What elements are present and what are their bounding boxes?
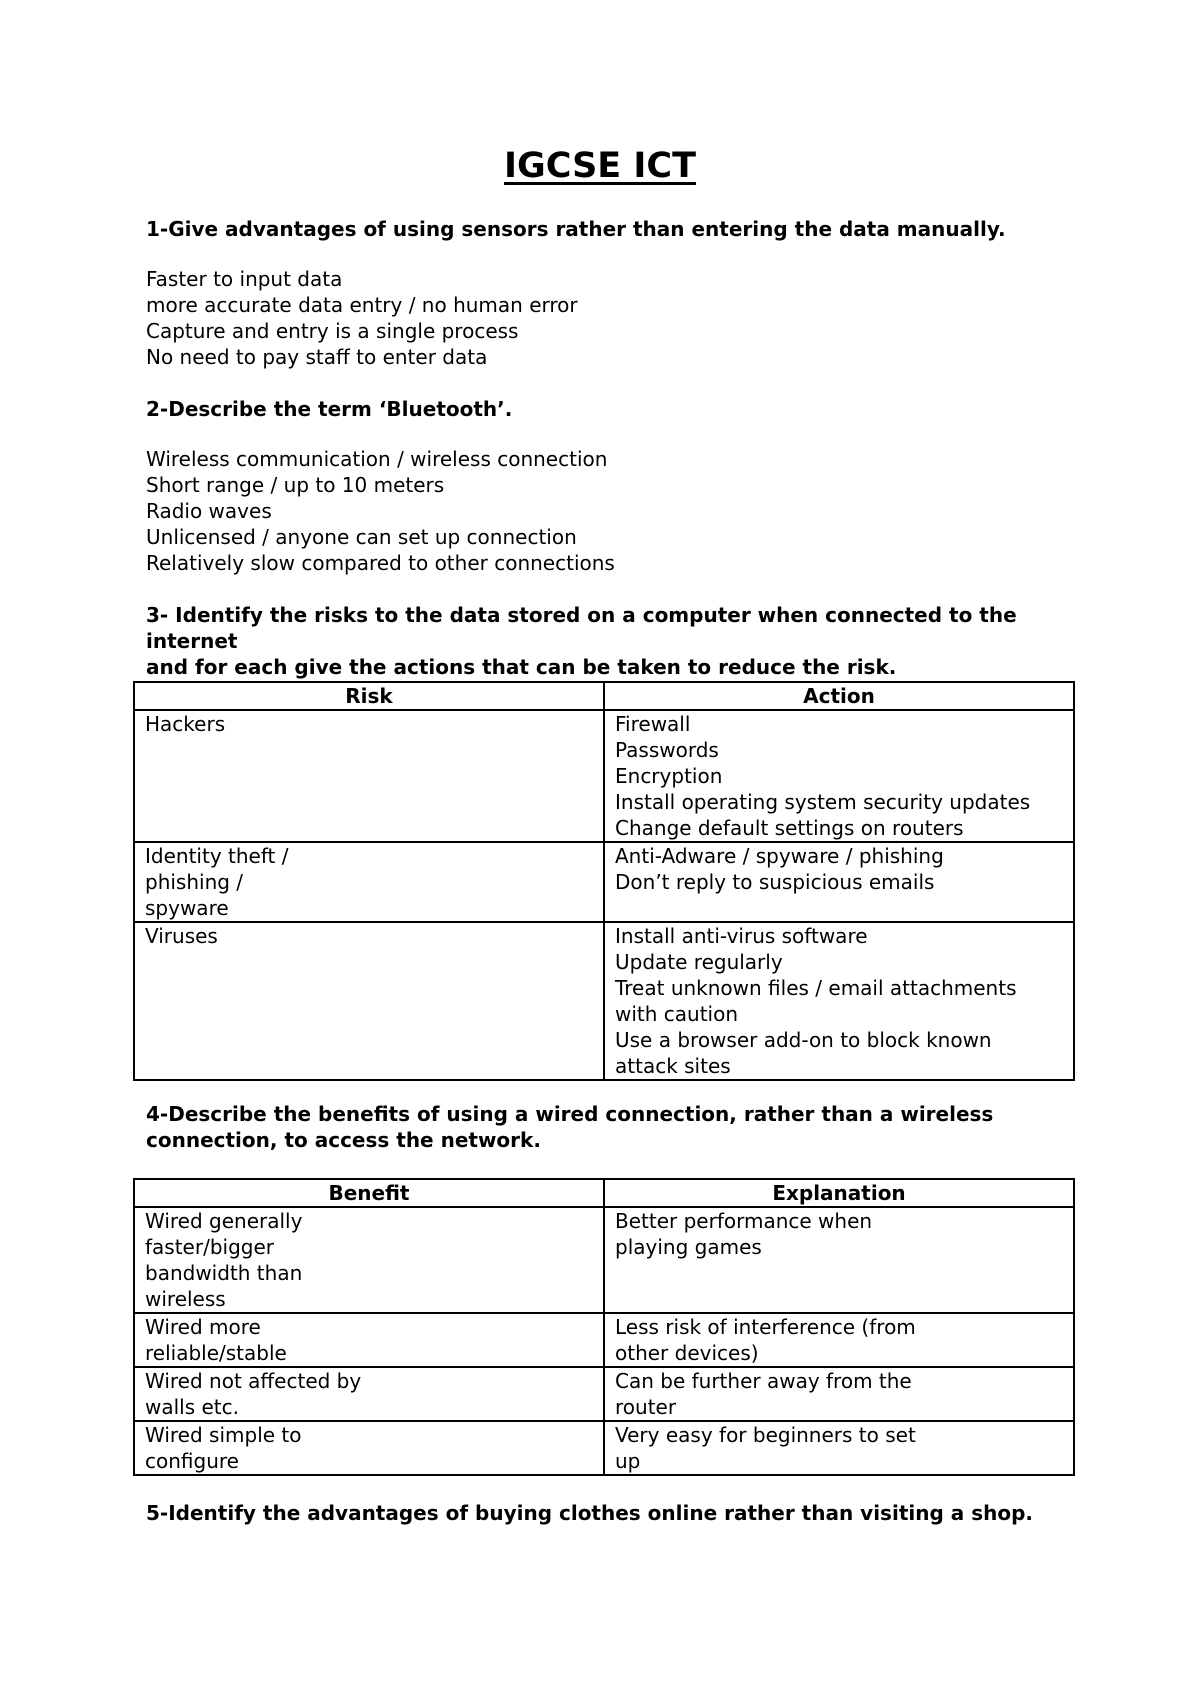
table-row (134, 922, 1074, 1080)
question-4-heading-line: 4-Describe the benefits of using a wired connection, rather than a wireless (146, 1102, 994, 1126)
page-title: IGCSE ICT (504, 146, 696, 186)
cell-line: Can be further away from the (615, 1369, 912, 1393)
question-2-heading: 2-Describe the term ‘Bluetooth’. (146, 397, 513, 421)
cell-line: router (615, 1395, 677, 1419)
cell-line: spyware (145, 896, 229, 920)
cell-line: playing games (615, 1235, 762, 1259)
table-row (134, 1421, 1074, 1475)
question-1-answers (146, 266, 1086, 370)
benefit-cell (134, 1421, 604, 1475)
table-row (134, 842, 1074, 922)
cell-line: reliable/stable (145, 1341, 287, 1365)
benefit-cell (134, 1207, 604, 1313)
answer-line: Radio waves (146, 499, 272, 523)
cell-line: Wired more (145, 1315, 261, 1339)
cell-line: Firewall (615, 712, 691, 736)
question-1-heading: 1-Give advantages of using sensors rather than entering the data manually. (146, 217, 1006, 241)
table-row (134, 710, 1074, 842)
benefit-cell (134, 1313, 604, 1367)
benefit-explanation-table (133, 1178, 1075, 1476)
cell-line: with caution (615, 1002, 739, 1026)
question-2-section (146, 396, 1086, 422)
explanation-cell (604, 1367, 1074, 1421)
cell-line: Better performance when (615, 1209, 873, 1233)
cell-line: Install operating system security updates (615, 790, 1031, 814)
cell-line: Wired simple to (145, 1423, 302, 1447)
cell-line: Encryption (615, 764, 723, 788)
table-row (134, 1313, 1074, 1367)
cell-line: Don’t reply to suspicious emails (615, 870, 935, 894)
risk-cell (134, 842, 604, 922)
answer-line: Relatively slow compared to other connections (146, 551, 615, 575)
cell-line: Viruses (145, 924, 218, 948)
action-cell (604, 710, 1074, 842)
question-3-heading-line: and for each give the actions that can be taken to reduce the risk. (146, 655, 897, 679)
risk-cell (134, 922, 604, 1080)
question-4-heading-line: connection, to access the network. (146, 1128, 541, 1152)
table-row (134, 1367, 1074, 1421)
cell-line: Less risk of interference (from (615, 1315, 916, 1339)
column-header-risk: Risk (134, 682, 604, 710)
explanation-cell (604, 1313, 1074, 1367)
cell-line: Install anti-virus software (615, 924, 868, 948)
column-header-action: Action (604, 682, 1074, 710)
cell-line: Hackers (145, 712, 226, 736)
cell-line: configure (145, 1449, 239, 1473)
risk-cell (134, 710, 604, 842)
answer-line: Faster to input data (146, 267, 343, 291)
question-3-section (146, 602, 1086, 680)
cell-line: Very easy for beginners to set (615, 1423, 916, 1447)
cell-line: faster/bigger (145, 1235, 274, 1259)
risk-action-table (133, 681, 1075, 1081)
action-cell (604, 922, 1074, 1080)
cell-line: other devices) (615, 1341, 759, 1365)
cell-line: Identity theft / (145, 844, 289, 868)
cell-line: attack sites (615, 1054, 731, 1078)
table-row (134, 1207, 1074, 1313)
benefit-cell (134, 1367, 604, 1421)
explanation-cell (604, 1207, 1074, 1313)
cell-line: Anti-Adware / spyware / phishing (615, 844, 944, 868)
question-4-section (146, 1101, 1086, 1153)
cell-line: Update regularly (615, 950, 783, 974)
question-1-section (146, 216, 1086, 242)
cell-line: Change default settings on routers (615, 816, 964, 840)
cell-line: bandwidth than (145, 1261, 303, 1285)
answer-line: Unlicensed / anyone can set up connection (146, 525, 577, 549)
answer-line: Wireless communication / wireless connection (146, 447, 608, 471)
cell-line: phishing / (145, 870, 244, 894)
answer-line: No need to pay staff to enter data (146, 345, 488, 369)
cell-line: Wired generally (145, 1209, 303, 1233)
column-header-explanation: Explanation (604, 1179, 1074, 1207)
cell-line: up (615, 1449, 641, 1473)
question-3-heading-line: 3- Identify the risks to the data stored on a computer when connected to the internet (146, 603, 1017, 653)
column-header-benefit: Benefit (134, 1179, 604, 1207)
answer-line: Capture and entry is a single process (146, 319, 519, 343)
cell-line: Use a browser add-on to block known (615, 1028, 992, 1052)
cell-line: Passwords (615, 738, 719, 762)
answer-line: more accurate data entry / no human error (146, 293, 578, 317)
answer-line: Short range / up to 10 meters (146, 473, 445, 497)
explanation-cell (604, 1421, 1074, 1475)
table-header-row (134, 1179, 1074, 1207)
cell-line: Wired not affected by (145, 1369, 362, 1393)
cell-line: walls etc. (145, 1395, 240, 1419)
cell-line: wireless (145, 1287, 226, 1311)
cell-line: Treat unknown files / email attachments (615, 976, 1017, 1000)
question-5-heading: 5-Identify the advantages of buying clothes online rather than visiting a shop. (146, 1501, 1034, 1525)
question-5-section (146, 1500, 1086, 1526)
table-header-row (134, 682, 1074, 710)
question-2-answers (146, 446, 1086, 576)
action-cell (604, 842, 1074, 922)
